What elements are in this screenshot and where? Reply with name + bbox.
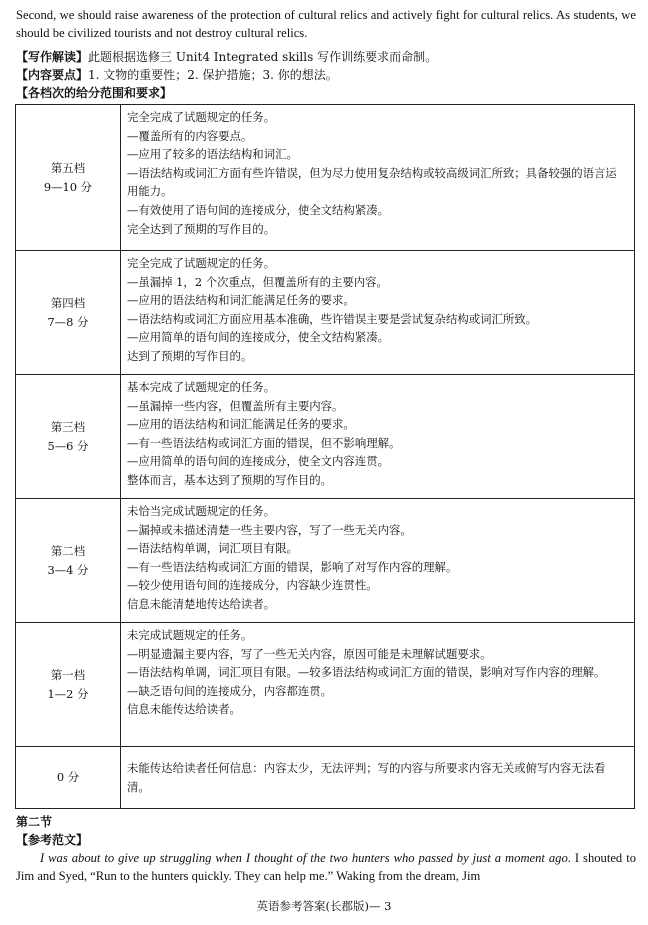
score-range: 1—2 分 (47, 686, 89, 701)
criteria-line: —较少使用语句间的连接成分，内容缺少连贯性。 (127, 578, 378, 593)
criteria-line: 信息未能清楚地传达给读者。 (127, 596, 276, 611)
grade-cell (16, 747, 121, 809)
score-range: 3—4 分 (47, 562, 89, 577)
criteria-line: —语法结构或词汇方面有些许错误，但为尽力使用复杂结构或较高级词汇所致；具备较强的语言运用能力。 (127, 165, 617, 199)
criteria-line: 完全完成了试题规定的任务。 (127, 256, 276, 270)
score-range: 0 分 (56, 770, 80, 784)
criteria-line: —有一些语法结构或词汇方面的错误，影响了对写作内容的理解。 (127, 559, 458, 574)
criteria-cell (121, 747, 635, 809)
content-points-label: 【内容要点】 (16, 68, 89, 82)
criteria-line: —应用的语法结构和词汇能满足任务的要求。 (127, 293, 355, 308)
criteria-line: 未能传达给读者任何信息：内容太少，无法评判；写的内容与所要求内容无关或俯写内容无法看清。 (127, 760, 606, 794)
criteria-line: —应用的语法结构和词汇能满足任务的要求。 (127, 417, 355, 432)
criteria-line: —语法结构或词汇方面应用基本准确，些许错误主要是尝试复杂结构或词汇所致。 (127, 311, 538, 326)
writing-note (16, 48, 636, 66)
grade-cell (16, 251, 121, 375)
table-row (16, 623, 635, 747)
criteria-cell (121, 499, 635, 623)
criteria-line: —漏掉或未描述清楚一些主要内容，写了一些无关内容。 (127, 522, 412, 537)
criteria-cell (121, 375, 635, 499)
criteria-line: —虽漏掉 1，2 个次重点，但覆盖所有的主要内容。 (127, 274, 388, 289)
grade-label: 第一档 (50, 667, 86, 682)
grade-cell (16, 499, 121, 623)
criteria-line: 整体而言，基本达到了预期的写作目的。 (127, 472, 333, 487)
criteria-cell (121, 251, 635, 375)
grade-cell (16, 623, 121, 747)
criteria-line: —明显遗漏主要内容，写了一些无关内容，原因可能是未理解试题要求。 (127, 646, 492, 661)
criteria-line: 未完成试题规定的任务。 (127, 628, 253, 642)
grade-cell (16, 375, 121, 499)
table-row (16, 375, 635, 499)
criteria-line: —覆盖所有的内容要点。 (127, 128, 253, 143)
grade-label: 第四档 (50, 295, 86, 310)
page-footer: 英语参考答案(长郡版)— 3 (256, 899, 392, 913)
content-points-text: 1. 文物的重要性；2. 保护措施；3. 你的想法。 (88, 68, 338, 82)
grade-label: 第五档 (50, 160, 86, 175)
content-points (16, 66, 636, 84)
criteria-line: —语法结构单调，词汇项目有限。 (127, 541, 298, 556)
grading-heading: 【各档次的给分范围和要求】 (16, 86, 173, 100)
criteria-line: —缺乏语句间的连接成分，内容都连贯。 (127, 683, 333, 698)
criteria-line: —应用了较多的语法结构和词汇。 (127, 147, 298, 162)
criteria-line: 信息未能传达给读者。 (127, 702, 241, 717)
criteria-line: —应用简单的语句间的连接成分，使全文结构紧凑。 (127, 330, 389, 345)
criteria-line: —语法结构单调，词汇项目有限。—较多语法结构或词汇方面的错误，影响对写作内容的理解。 (127, 665, 606, 680)
grade-label: 第二档 (50, 543, 86, 558)
criteria-line: 完全完成了试题规定的任务。 (127, 110, 276, 124)
criteria-cell (121, 623, 635, 747)
section-two-heading: 第二节 (16, 815, 53, 829)
essay-closing-paragraph: Second, we should raise awareness of the protection of cultural relics and actively fight for cultural relics. As students, we should be civilized tourists and not destroy cultural relics. (16, 8, 636, 40)
sample-essay-paragraph (16, 849, 636, 885)
table-row (16, 105, 635, 251)
criteria-line: 基本完成了试题规定的任务。 (127, 380, 276, 394)
sample-essay-text: . I shouted to Jim and Syed, “Run to the hunters quickly. They can help me.” Waking from the dream, Jim (16, 851, 636, 883)
sample-essay-label: 【参考范文】 (16, 833, 89, 847)
table-row (16, 747, 635, 809)
grade-cell (16, 105, 121, 251)
criteria-line: —应用简单的语句间的连接成分，使全文内容连贯。 (127, 454, 389, 469)
score-range: 7—8 分 (47, 314, 89, 329)
writing-note-label: 【写作解读】 (16, 50, 89, 64)
table-row (16, 251, 635, 375)
score-range: 5—6 分 (47, 438, 89, 453)
grading-rubric-table (15, 104, 635, 809)
table-row (16, 499, 635, 623)
criteria-line: —有效使用了语句间的连接成分，使全文结构紧凑。 (127, 202, 389, 217)
criteria-line: —虽漏掉一些内容，但覆盖所有主要内容。 (127, 398, 344, 413)
grade-label: 第三档 (50, 419, 86, 434)
criteria-line: 未恰当完成试题规定的任务。 (127, 504, 276, 518)
criteria-line: 达到了预期的写作目的。 (127, 348, 253, 363)
score-range: 9—10 分 (43, 179, 93, 194)
criteria-cell (121, 105, 635, 251)
criteria-line: —有一些语法结构或词汇方面的错误，但不影响理解。 (127, 435, 401, 450)
writing-note-text: 此题根据选修三 Unit4 Integrated skills 写作训练要求而命制。 (88, 50, 438, 64)
criteria-line: 完全达到了预期的写作目的。 (127, 221, 276, 236)
sample-essay-italic-text: I was about to give up struggling when I thought of the two hunters who passed by just a moment ago (40, 851, 568, 865)
